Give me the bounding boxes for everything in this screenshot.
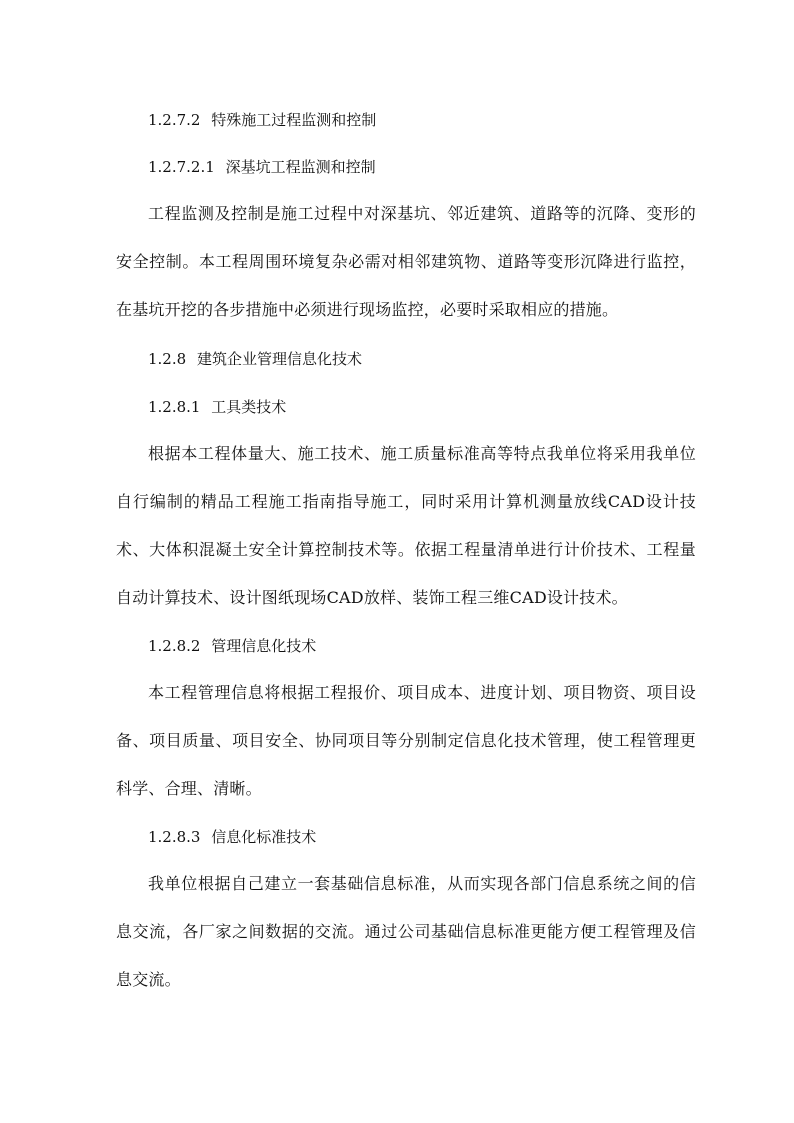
- heading-1-2-8: [148, 349, 362, 369]
- heading-number: 1.2.8.2: [148, 637, 201, 655]
- heading-number: 1.2.7.2: [148, 111, 201, 129]
- heading-number: 1.2.8.1: [148, 398, 201, 416]
- heading-number: 1.2.8.3: [148, 828, 201, 846]
- heading-number: 1.2.8: [148, 350, 187, 368]
- heading-number: 1.2.7.2.1: [148, 158, 215, 176]
- heading-1-2-8-1: [148, 397, 286, 417]
- heading-title: 深基坑工程监测和控制: [225, 158, 376, 176]
- heading-1-2-8-2: [148, 636, 316, 656]
- heading-1-2-8-3: [148, 827, 316, 847]
- heading-1-2-7-2: [148, 110, 376, 130]
- paragraph-standards: 我单位根据自己建立一套基础信息标准，从而实现各部门信息系统之间的信息交流，各厂家之间数据的交流。通过公司基础信息标准更能方便工程管理及信息交流。: [116, 874, 696, 989]
- heading-title: 建筑企业管理信息化技术: [196, 350, 362, 368]
- paragraph-management: 本工程管理信息将根据工程报价、项目成本、进度计划、项目物资、项目设备、项目质量、项目安全、协同项目等分别制定信息化技术管理，使工程管理更科学、合理、清晰。: [116, 683, 696, 798]
- heading-1-2-7-2-1: [148, 157, 376, 177]
- heading-title: 信息化标准技术: [211, 828, 317, 846]
- heading-title: 特殊施工过程监测和控制: [211, 111, 377, 129]
- paragraph-monitoring: 工程监测及控制是施工过程中对深基坑、邻近建筑、道路等的沉降、变形的安全控制。本工程周围环境复杂必需对相邻建筑物、道路等变形沉降进行监控，在基坑开挖的各步措施中必须进行现场监控，必要时采取相应的措施。: [116, 204, 696, 319]
- heading-title: 管理信息化技术: [211, 637, 317, 655]
- heading-title: 工具类技术: [211, 398, 287, 416]
- paragraph-tools: 根据本工程体量大、施工技术、施工质量标准高等特点我单位将采用我单位自行编制的精品工程施工指南指导施工，同时采用计算机测量放线CAD设计技术、大体积混凝土安全计算控制技术等。依据工程量清单进行计价技术、工程量自动计算技术、设计图纸现场CAD放样、装饰工程三维CAD设计技术。: [116, 444, 696, 607]
